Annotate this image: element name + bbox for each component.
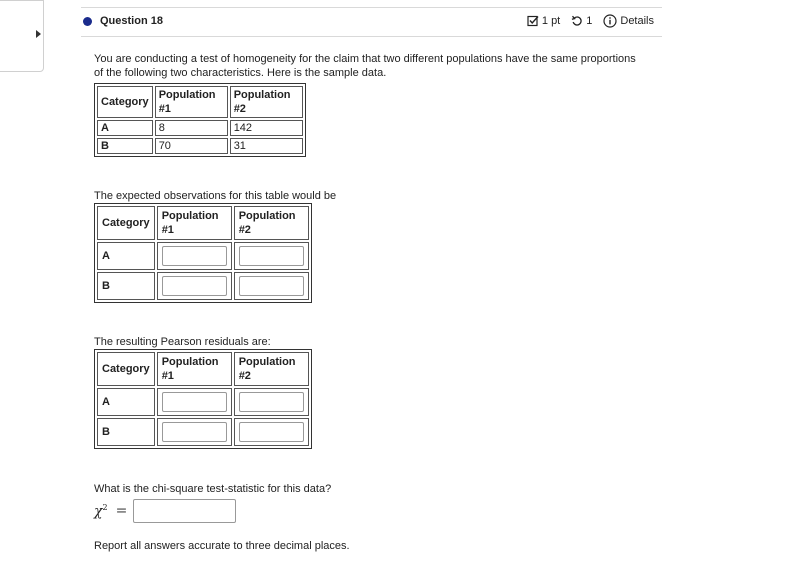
sample-data-table bbox=[94, 83, 306, 157]
side-panel-toggle[interactable] bbox=[0, 0, 44, 72]
residual-a-pop1-input[interactable] bbox=[162, 392, 227, 412]
cell-pop2: 31 bbox=[230, 138, 303, 154]
expected-b-pop2-input[interactable] bbox=[239, 276, 304, 296]
header-pop2: Population #2 bbox=[234, 352, 309, 386]
residuals-table bbox=[94, 349, 312, 449]
question-body bbox=[94, 52, 654, 553]
footer-note: Report all answers accurate to three decimal places. bbox=[94, 540, 350, 552]
table-row bbox=[97, 242, 309, 270]
residual-b-pop1-input[interactable] bbox=[162, 422, 227, 442]
residuals-prompt: The resulting Pearson residuals are: bbox=[94, 336, 271, 348]
header-pop1: Population #1 bbox=[155, 86, 228, 118]
cell-pop1: 70 bbox=[155, 138, 228, 154]
equals-sign: = bbox=[115, 503, 128, 519]
row-category: B bbox=[97, 272, 155, 300]
table-row bbox=[97, 272, 309, 300]
details-link[interactable]: Details bbox=[620, 15, 654, 27]
expected-b-pop1-input[interactable] bbox=[162, 276, 227, 296]
points-label: 1 pt bbox=[541, 15, 561, 27]
header-pop1: Population #1 bbox=[157, 352, 232, 386]
chi-square-row bbox=[94, 499, 654, 523]
expected-table bbox=[94, 203, 312, 303]
expected-prompt: The expected observations for this table would be bbox=[94, 190, 337, 202]
header-pop2: Population #2 bbox=[230, 86, 303, 118]
row-category: A bbox=[97, 388, 155, 416]
header-category: Category bbox=[97, 206, 155, 240]
question-header bbox=[81, 7, 662, 37]
chi-square-input[interactable] bbox=[133, 499, 236, 523]
intro-text: You are conducting a test of homogeneity for the claim that two different populations have the same proportions of the following two characteristics. Here is the sample data. bbox=[94, 53, 636, 79]
row-category: A bbox=[97, 120, 153, 136]
residual-a-pop2-input[interactable] bbox=[239, 392, 304, 412]
cell-pop2: 142 bbox=[230, 120, 303, 136]
header-pop2: Population #2 bbox=[234, 206, 309, 240]
chi-square-symbol: $\chi^2$ bbox=[94, 502, 108, 520]
cell-pop1: 8 bbox=[155, 120, 228, 136]
expected-a-pop2-input[interactable] bbox=[239, 246, 304, 266]
header-pop1: Population #1 bbox=[157, 206, 232, 240]
header-category: Category bbox=[97, 352, 155, 386]
header-category: Category bbox=[97, 86, 153, 118]
retry-icon bbox=[571, 15, 583, 27]
status-dot-icon bbox=[83, 17, 92, 26]
table-row bbox=[97, 388, 309, 416]
table-row bbox=[97, 138, 303, 154]
info-icon[interactable] bbox=[603, 14, 617, 28]
table-row bbox=[97, 120, 303, 136]
checkbox-icon bbox=[527, 15, 539, 27]
row-category: A bbox=[97, 242, 155, 270]
table-row bbox=[97, 418, 309, 446]
question-title: Question 18 bbox=[100, 15, 163, 27]
residual-b-pop2-input[interactable] bbox=[239, 422, 304, 442]
row-category: B bbox=[97, 418, 155, 446]
expected-a-pop1-input[interactable] bbox=[162, 246, 227, 266]
caret-right-icon bbox=[36, 30, 41, 38]
attempts-label: 1 bbox=[586, 15, 593, 27]
row-category: B bbox=[97, 138, 153, 154]
chi-square-prompt: What is the chi-square test-statistic for this data? bbox=[94, 483, 332, 495]
question-meta bbox=[527, 14, 654, 28]
